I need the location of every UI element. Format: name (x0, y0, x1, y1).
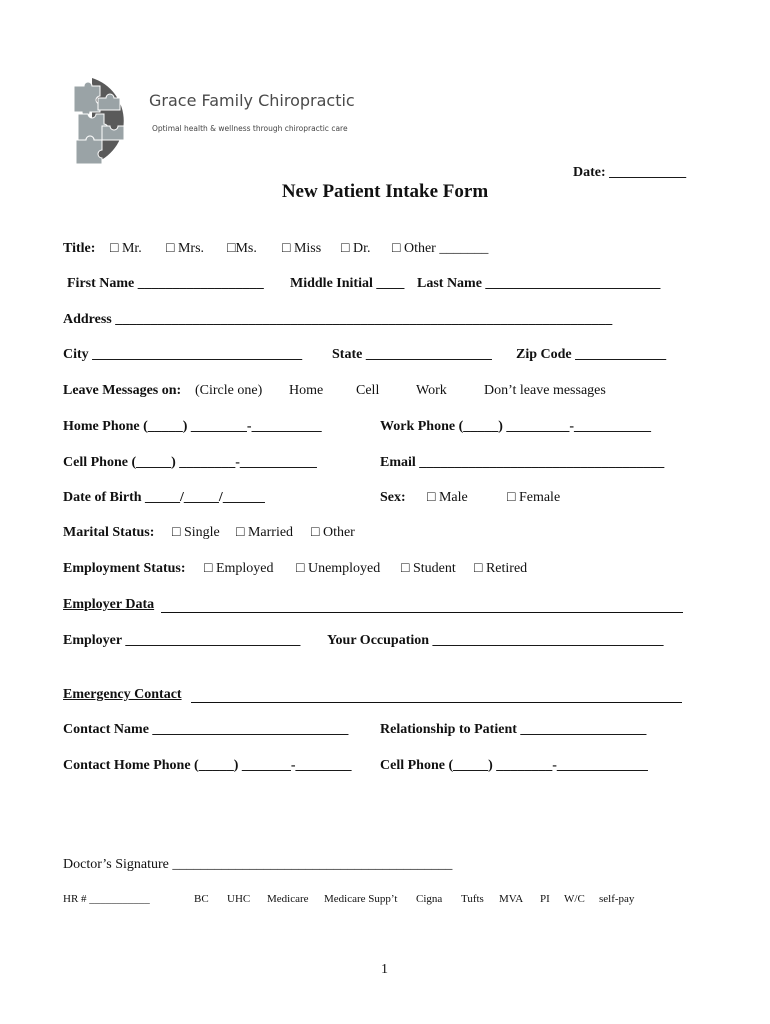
title-option-other[interactable]: □ Other _______ (392, 241, 489, 256)
marital-option-married[interactable]: □ Married (236, 525, 294, 540)
relationship-field[interactable]: Relationship to Patient __________________ (380, 722, 647, 737)
payer-mva[interactable]: MVA (499, 893, 524, 905)
message-option-work[interactable]: Work (416, 383, 447, 398)
message-option-home[interactable]: Home (289, 383, 324, 398)
city-field[interactable]: City ______________________________ (63, 347, 303, 362)
employment-option-unemployed[interactable]: □ Unemployed (296, 561, 381, 576)
payer-uhc[interactable]: UHC (227, 893, 251, 905)
message-option-none[interactable]: Don’t leave messages (484, 383, 606, 398)
state-field[interactable]: State __________________ (332, 347, 492, 362)
puzzle-logo (70, 76, 142, 171)
marital-option-single[interactable]: □ Single (172, 525, 220, 540)
address-field[interactable]: Address _______________________________________________________________________ (63, 312, 613, 327)
brand-name: Grace Family Chiropractic (149, 91, 355, 110)
work-phone-field[interactable]: Work Phone (_____) _________-___________ (380, 419, 652, 434)
sex-option-male[interactable]: □ Male (427, 490, 468, 505)
employer-data-heading: Employer Data (63, 597, 155, 612)
sex-option-female[interactable]: □ Female (507, 490, 561, 505)
payer-bc[interactable]: BC (194, 893, 209, 905)
zip-field[interactable]: Zip Code _____________ (516, 347, 667, 362)
page-number: 1 (381, 962, 388, 977)
employment-option-employed[interactable]: □ Employed (204, 561, 274, 576)
payer-medicare[interactable]: Medicare (267, 893, 309, 905)
contact-home-phone-field[interactable]: Contact Home Phone (_____) _______-________ (63, 758, 352, 773)
doctor-signature-field[interactable]: Doctor’s Signature ________________________________________ (63, 857, 453, 872)
form-title: New Patient Intake Form (281, 181, 489, 202)
payer-cigna[interactable]: Cigna (416, 893, 443, 905)
employment-status-label: Employment Status: (63, 561, 186, 576)
leave-messages-label: Leave Messages on: (63, 383, 182, 398)
employment-option-student[interactable]: □ Student (401, 561, 456, 576)
email-field[interactable]: Email ___________________________________ (380, 455, 665, 470)
emergency-contact-rule (191, 702, 682, 703)
contact-cell-phone-field[interactable]: Cell Phone (_____) ________-_____________ (380, 758, 648, 773)
employer-field[interactable]: Employer _________________________ (63, 633, 301, 648)
employment-option-retired[interactable]: □ Retired (474, 561, 528, 576)
marital-status-label: Marital Status: (63, 525, 155, 540)
payer-wc[interactable]: W/C (564, 893, 585, 905)
home-phone-field[interactable]: Home Phone (_____) ________-__________ (63, 419, 322, 434)
title-option-miss[interactable]: □ Miss (282, 241, 322, 256)
last-name-field[interactable]: Last Name _________________________ (417, 276, 661, 291)
title-option-ms[interactable]: □Ms. (227, 241, 257, 256)
emergency-contact-heading: Emergency Contact (63, 687, 182, 702)
dob-field[interactable]: Date of Birth _____/_____/______ (63, 490, 265, 505)
marital-option-other[interactable]: □ Other (311, 525, 355, 540)
title-label: Title: (63, 241, 96, 256)
employer-data-rule (161, 612, 683, 613)
leave-messages-hint: (Circle one) (195, 383, 263, 398)
message-option-cell[interactable]: Cell (356, 383, 380, 398)
payer-pi[interactable]: PI (540, 893, 550, 905)
payer-medicare-supp[interactable]: Medicare Supp’t (324, 893, 398, 905)
payer-tufts[interactable]: Tufts (461, 893, 484, 905)
title-option-dr[interactable]: □ Dr. (341, 241, 371, 256)
date-field[interactable]: Date: ___________ (573, 165, 687, 180)
title-option-mrs[interactable]: □ Mrs. (166, 241, 205, 256)
sex-label: Sex: (380, 490, 406, 505)
cell-phone-field[interactable]: Cell Phone (_____) ________-___________ (63, 455, 317, 470)
hr-number-field[interactable]: HR # ___________ (63, 893, 150, 905)
title-option-mr[interactable]: □ Mr. (110, 241, 142, 256)
brand-tagline: Optimal health & wellness through chiropractic care (152, 124, 348, 133)
first-name-field[interactable]: First Name __________________ (67, 276, 264, 291)
contact-name-field[interactable]: Contact Name ____________________________ (63, 722, 349, 737)
middle-initial-field[interactable]: Middle Initial ____ (290, 276, 405, 291)
occupation-field[interactable]: Your Occupation _________________________________ (327, 633, 664, 648)
payer-self-pay[interactable]: self-pay (599, 893, 635, 905)
